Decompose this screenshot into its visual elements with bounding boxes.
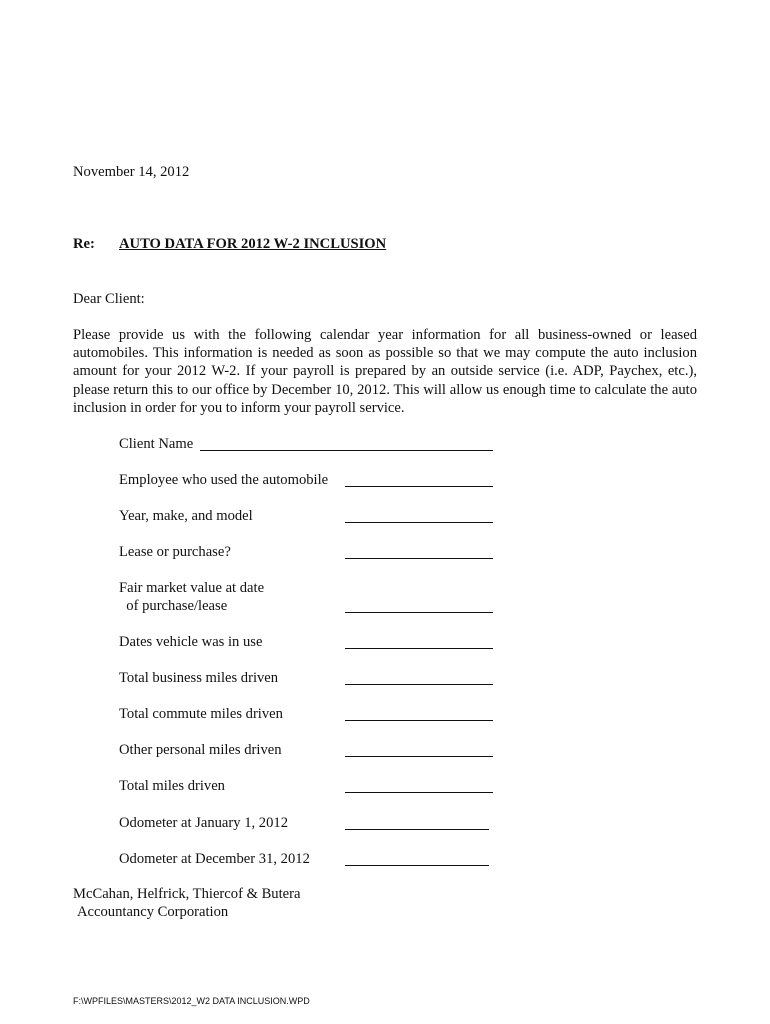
fair-market-value-label-1: Fair market value at date xyxy=(119,580,265,596)
fair-market-value-label-2: of purchase/lease xyxy=(119,598,228,614)
odometer-jan-line[interactable] xyxy=(345,829,489,830)
re-subject: AUTO DATA FOR 2012 W-2 INCLUSION xyxy=(119,236,387,252)
employee-line[interactable] xyxy=(345,486,493,487)
employee-label: Employee who used the automobile xyxy=(119,472,329,488)
odometer-jan-label: Odometer at January 1, 2012 xyxy=(119,815,288,831)
dates-in-use-line[interactable] xyxy=(345,648,493,649)
body-paragraph: Please provide us with the following calendar year information for all business-owned or leased automobiles. This information is needed as soon as possible so that we may compute the auto inclusion amount for your 2012 W-2. If your payroll is prepared by an outside service (i.e. ADP, Paychex, etc.), please return this to our office by December 10, 2012. This will allow us enough time to calculate the auto inclusion in order for you to inform your payroll service. xyxy=(73,327,697,416)
fair-market-value-line[interactable] xyxy=(345,612,493,613)
firm-name: McCahan, Helfrick, Thiercof & Butera xyxy=(73,886,301,902)
client-name-line[interactable] xyxy=(200,450,493,451)
lease-purchase-label: Lease or purchase? xyxy=(119,544,231,560)
client-name-label: Client Name xyxy=(119,436,194,452)
firm-type: Accountancy Corporation xyxy=(77,904,229,920)
odometer-dec-line[interactable] xyxy=(345,865,489,866)
personal-miles-label: Other personal miles driven xyxy=(119,742,282,758)
total-miles-line[interactable] xyxy=(345,792,493,793)
letter-date: November 14, 2012 xyxy=(73,164,190,180)
business-miles-label: Total business miles driven xyxy=(119,670,279,686)
year-make-model-line[interactable] xyxy=(345,522,493,523)
commute-miles-label: Total commute miles driven xyxy=(119,706,283,722)
odometer-dec-label: Odometer at December 31, 2012 xyxy=(119,851,310,867)
year-make-model-label: Year, make, and model xyxy=(119,508,253,524)
re-label: Re: xyxy=(73,236,95,252)
business-miles-line[interactable] xyxy=(345,684,493,685)
personal-miles-line[interactable] xyxy=(345,756,493,757)
total-miles-label: Total miles driven xyxy=(119,778,225,794)
lease-purchase-line[interactable] xyxy=(345,558,493,559)
salutation: Dear Client: xyxy=(73,291,145,307)
dates-in-use-label: Dates vehicle was in use xyxy=(119,634,263,650)
file-path-footer: F:\WPFILES\MASTERS\2012_W2 DATA INCLUSION.WPD xyxy=(73,996,310,1006)
commute-miles-line[interactable] xyxy=(345,720,493,721)
